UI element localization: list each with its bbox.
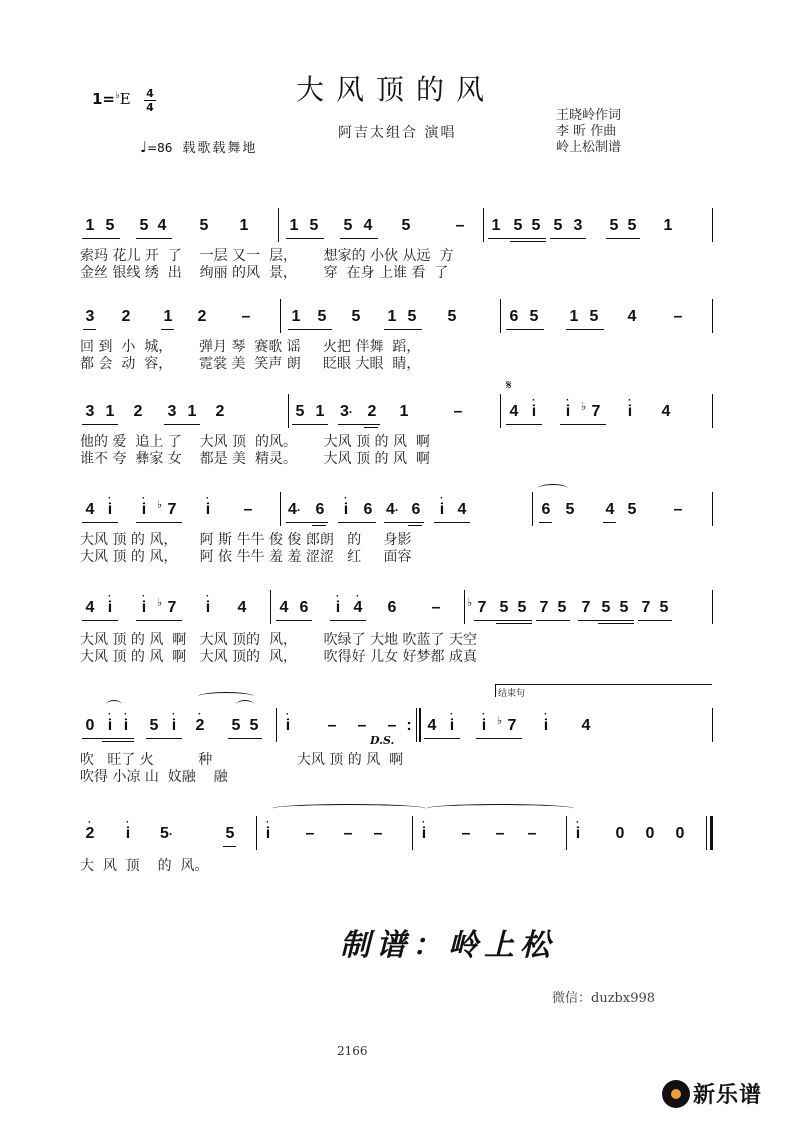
lyric-verse-2: 都 会 动 容， 霓裳 美 笑声 朗 眨眼 大眼 睛， xyxy=(80,356,421,372)
performer: 阿吉太组合 演唱 xyxy=(338,125,457,141)
composer: 李 昕 作曲 xyxy=(556,124,617,139)
ds-marking: D.S. xyxy=(370,734,395,747)
notes: 3 2 1 2 – 1 5 5 1 5 5 6 5 1 5 4 – xyxy=(80,303,720,333)
key-signature xyxy=(92,90,131,108)
notes: 2 · i · 5· 5 i · – – – i · – – – i · 0 0 0 xyxy=(80,820,720,850)
lyric-verse-2: 大风 顶 的 风， 阿 依 牛牛 羞 羞 涩涩 红 面容 xyxy=(80,549,412,565)
notes: 1 5 5 4 5 1 1 5 5 4 5 – 1 5 5 5 3 5 5 1 xyxy=(80,212,720,242)
lyric-verse-1: 大 风 顶 的 风。 xyxy=(80,858,209,874)
key-note: E xyxy=(119,90,131,108)
notes: 0 i · i · 5 i · 2 · 5 5 i · – – – : D.S. 4 i · i · ♭ 7 i · 4 xyxy=(80,712,720,742)
tempo-value: =86 xyxy=(147,141,173,155)
flat-icon: ♭ xyxy=(115,90,120,101)
tempo-marking xyxy=(140,137,257,156)
lyricist: 王晓岭作词 xyxy=(556,108,622,123)
time-signature xyxy=(144,88,156,113)
lyric-verse-2: 吹得 小凉 山 妏融 融 xyxy=(80,769,228,785)
lyric-verse-1: 回 到 小 城， 弹月 琴 赛歌 谣 火把 伴舞 蹈， xyxy=(80,339,421,355)
segno-icon: 𝄋 xyxy=(506,378,512,393)
key-prefix: 1= xyxy=(92,90,116,108)
lyric-verse-2: 谁不 夸 彝家 女 都是 美 精灵。 大风 顶 的 风 啊 xyxy=(80,451,430,467)
lyric-verse-2: 大风 顶 的 风 啊 大风 顶的 风， 吹得好 儿女 好梦都 成真 xyxy=(80,649,478,665)
vinyl-record-icon xyxy=(662,1080,690,1108)
time-sig-top: 4 xyxy=(146,87,154,100)
transcriber: 岭上松制谱 xyxy=(556,140,622,155)
notes: 3 1 2 3 1 2 5 1 3· 2 1 – 𝄋 4 i · i · ♭ 7 i · 4 xyxy=(80,398,720,428)
ending-bracket xyxy=(495,684,712,697)
quarter-note-icon: ♩ xyxy=(140,138,148,156)
site-logo[interactable] xyxy=(662,1078,762,1109)
lyric-verse-1: 大风 顶 的 风， 阿 斯 牛牛 俊 俊 郎朗 的 身影 xyxy=(80,532,412,548)
wechat-contact: 微信：duzbx998 xyxy=(552,991,656,1006)
lyric-verse-2: 金丝 银线 绣 出 绚丽 的风 景， 穿 在身 上谁 看 了 xyxy=(80,265,449,281)
notes: 4 i · i · ♭ 7 i · – 4· 6 i · 6 4· 6 i · 4 6 5 4 5 – xyxy=(80,496,720,526)
credits xyxy=(556,108,621,156)
transcriber-signature: 制谱：岭上松 xyxy=(340,928,556,963)
lyric-verse-1: 吹 旺了 火 种 大风 顶 的 风 啊 xyxy=(80,752,404,768)
song-title: 大风顶的风 xyxy=(295,73,496,106)
logo-text: 新乐谱 xyxy=(693,1083,763,1108)
time-sig-bottom: 4 xyxy=(146,101,154,114)
ending-label: 结束句 xyxy=(498,689,526,699)
notes: 4 i · i · ♭ 7 i · 4 4 6 i · 4 · 6 – ♭ 7 5 5 7 5 7 5 5 7 5 xyxy=(80,594,720,624)
page-number: 2166 xyxy=(337,1044,368,1058)
lyric-verse-1: 索玛 花儿 开 了 一层 又一 层， 想家的 小伙 从远 方 xyxy=(80,248,454,264)
mood-marking: 载歌载舞地 xyxy=(182,141,258,156)
lyric-verse-1: 大风 顶 的 风 啊 大风 顶的 风， 吹绿了 大地 吹蓝了 天空 xyxy=(80,632,478,648)
lyric-verse-1: 他的 爱 追上 了 大风 顶 的风。 大风 顶 的 风 啊 xyxy=(80,434,430,450)
